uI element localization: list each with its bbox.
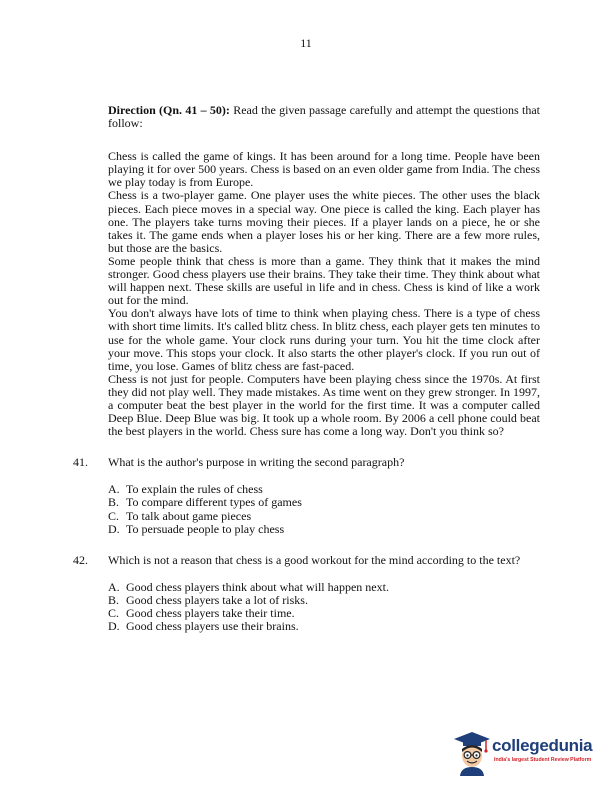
question-number: 42. <box>73 552 88 567</box>
option-letter: B. <box>108 592 120 607</box>
document-body <box>73 103 541 634</box>
direction <box>108 104 540 130</box>
option-letter: D. <box>108 521 120 536</box>
passage-paragraph: Chess is called the game of kings. It has been around for a long time. People have been playing it for over 500 years. Chess is based on an even older game from India. The chess we play today is from Europe. <box>108 149 540 190</box>
question-number: 41. <box>73 455 88 470</box>
option-text: To compare different types of games <box>126 495 302 510</box>
option-letter: C. <box>108 606 120 620</box>
logo-name: collegedunia <box>492 736 593 755</box>
collegedunia-logo[interactable] <box>452 730 600 780</box>
option-letter: D. <box>108 619 120 634</box>
option-letter: A. <box>108 482 120 497</box>
passage-paragraph: Chess is not just for people. Computers have been playing chess since the 1970s. At first they did not play well. They made mistakes. As time went on they grew stronger. In 1997, a computer beat the best player in the world for the first time. It was a computer called Deep Blue. Deep Blue was big. It took up a whole room. By 2006 a cell phone could beat the best players in the world. Chess sure has come a long way. Don't you think so? <box>108 371 540 439</box>
option-text: Good chess players take a lot of risks. <box>126 592 308 607</box>
option-letter: B. <box>108 495 120 510</box>
answer-options <box>108 581 540 633</box>
question-42 <box>73 552 540 634</box>
option-letter: A. <box>108 579 120 594</box>
passage <box>108 150 540 438</box>
option-text: Good chess players take their time. <box>126 606 295 620</box>
answer-options <box>108 483 540 535</box>
question-text: What is the author's purpose in writing the second paragraph? <box>108 455 405 470</box>
option-text: Good chess players use their brains. <box>126 619 299 634</box>
option-text: To persuade people to play chess <box>126 521 285 536</box>
option-text: Good chess players think about what will happen next. <box>126 579 389 594</box>
answer-option <box>108 620 540 633</box>
answer-option <box>108 523 540 536</box>
option-text: To explain the rules of chess <box>126 482 263 497</box>
option-text: To talk about game pieces <box>126 508 252 523</box>
logo-tagline: India's largest Student Review Platform <box>494 757 592 763</box>
mascot-icon <box>452 730 492 776</box>
direction-text: Read the given passage carefully and attempt the questions that follow: <box>108 103 541 131</box>
option-letter: C. <box>108 508 120 523</box>
passage-paragraph: Some people think that chess is more than a game. They think that it makes the mind stronger. Good chess players use their brains. They take their time. They think about what will happen next. These skills are useful in life and in chess. Chess is kind of like a work out for the mind. <box>108 253 540 308</box>
question-41 <box>73 455 540 536</box>
passage-paragraph: You don't always have lots of time to think when playing chess. There is a type of chess with short time limits. It's called blitz chess. In blitz chess, each player gets ten minutes to use for the whole game. Your clock runs during your turn. You hit the time clock after your move. This stops your clock. It also starts the other player's clock. If you run out of time, you lose. Games of blitz chess are fast-paced. <box>108 306 540 373</box>
passage-paragraph: Chess is a two-player game. One player uses the white pieces. The other uses the black pieces. Each piece moves in a special way. One piece is called the king. Each player has one. The players take turns moving their pieces. If a player lands on a piece, he or she takes it. The game ends when a player loses his or her king. There are a few more rules, but those are the basics. <box>108 188 540 255</box>
direction-label: Direction (Qn. 41 – 50): <box>108 103 230 117</box>
page-number: 11 <box>300 36 312 50</box>
question-text: Which is not a reason that chess is a good workout for the mind according to the text? <box>108 552 521 567</box>
